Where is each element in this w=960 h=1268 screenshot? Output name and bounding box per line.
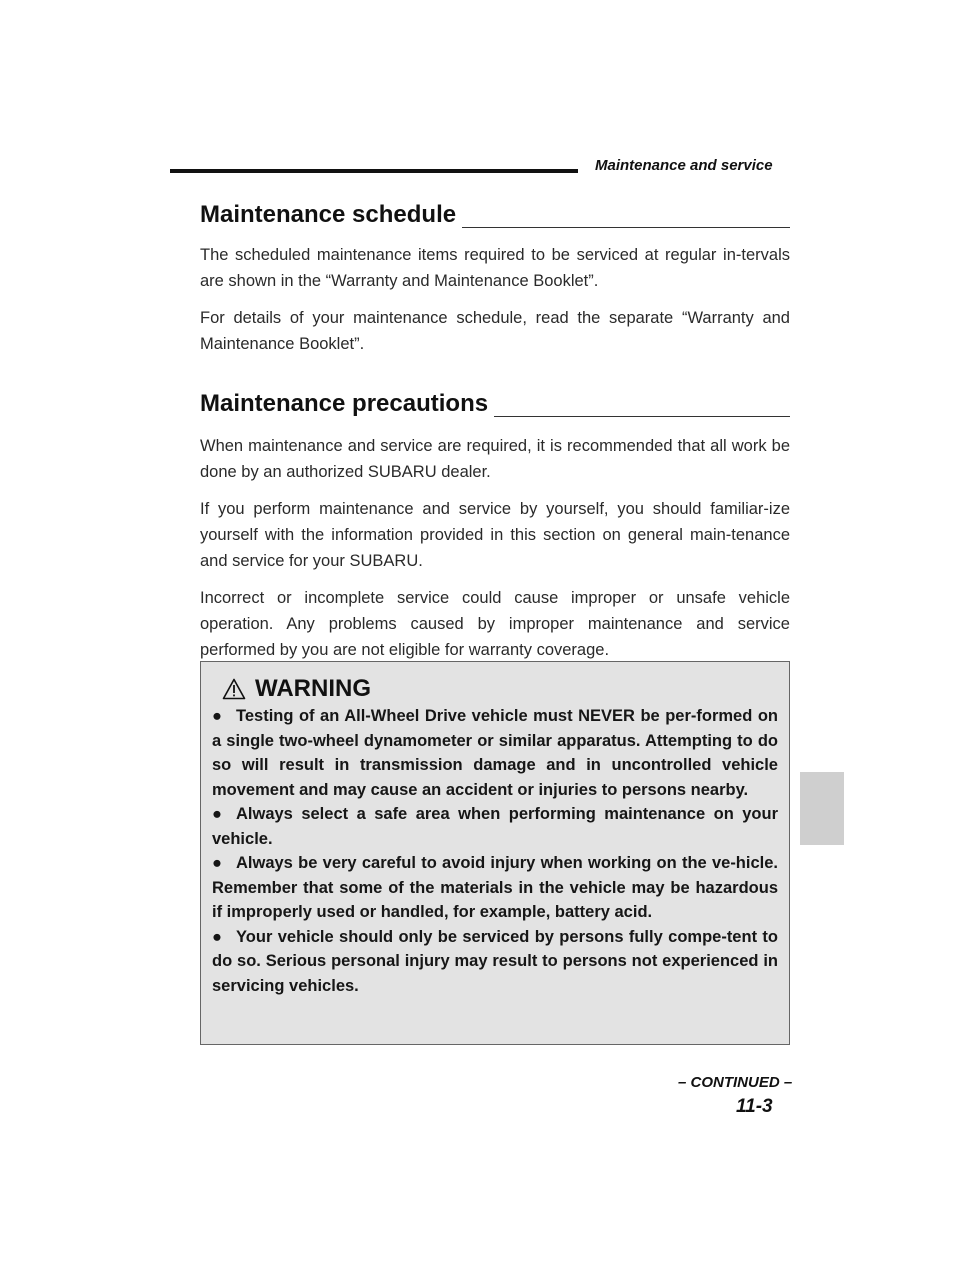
warning-item-text: Testing of an All-Wheel Drive vehicle must NEVER be per-formed on a single two-wheel dynamometer or similar apparatus. Attempting to do so will result in transmission damage and in uncontrolled vehicle movement and may cause an accident or injuries to persons nearby.: [212, 707, 778, 799]
continued-label: – CONTINUED –: [678, 1074, 793, 1091]
paragraph: For details of your maintenance schedule, read the separate “Warranty and Maintenance Booklet”.: [200, 309, 790, 353]
warning-item: [212, 925, 778, 999]
bullet-icon: ●: [212, 854, 222, 872]
warning-item-text: Your vehicle should only be serviced by persons fully compe-tent to do so. Serious personal injury may result to persons not experienced in servicing vehicles.: [212, 927, 778, 995]
warning-list: [212, 704, 778, 998]
warning-item: [212, 802, 778, 851]
warning-header: [222, 674, 778, 704]
bullet-icon: ●: [212, 707, 222, 725]
warning-item: [212, 704, 778, 802]
section-heading-text: Maintenance schedule: [200, 201, 457, 228]
warning-triangle-icon: [222, 678, 246, 700]
warning-box: [200, 661, 790, 1045]
bullet-icon: ●: [212, 805, 222, 823]
running-header: Maintenance and service: [595, 157, 773, 174]
page-number: 11-3: [736, 1096, 773, 1117]
paragraph: The scheduled maintenance items required to be serviced at regular in-tervals are shown in the “Warranty and Maintenance Booklet”.: [200, 246, 790, 290]
warning-title: WARNING: [255, 675, 371, 702]
bullet-icon: ●: [212, 927, 222, 946]
section-heading-schedule: [200, 200, 790, 230]
section-heading-text: Maintenance precautions: [200, 390, 489, 417]
section-heading-precautions: [200, 389, 790, 419]
warning-item-text: Always select a safe area when performing maintenance on your vehicle.: [212, 805, 778, 848]
header-rule: [170, 169, 578, 173]
warning-item: [212, 851, 778, 925]
chapter-tab: [800, 772, 844, 845]
heading-rule: [494, 416, 790, 417]
warning-item-text: Always be very careful to avoid injury when working on the ve-hicle. Remember that some of the materials in the vehicle may be hazardous if improperly used or handled, for example, battery acid.: [212, 854, 778, 921]
main-content: [200, 200, 790, 663]
heading-rule: [462, 227, 790, 228]
paragraph: When maintenance and service are required, it is recommended that all work be done by an authorized SUBARU dealer.: [200, 437, 790, 481]
paragraph: If you perform maintenance and service by yourself, you should familiar-ize yourself with the information provided in this section on general main-tenance and service for your SUBARU.: [200, 500, 790, 570]
paragraph: Incorrect or incomplete service could cause improper or unsafe vehicle operation. Any problems caused by improper maintenance and service performed by you are not eligible for warranty coverage.: [200, 589, 790, 659]
